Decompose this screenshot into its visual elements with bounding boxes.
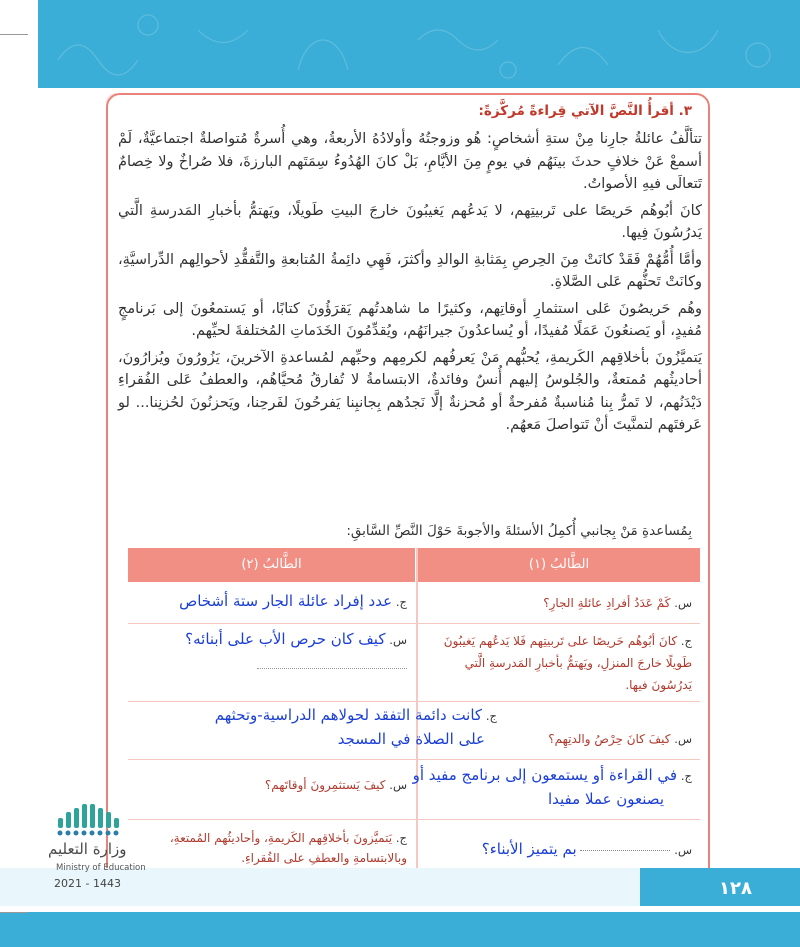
handwritten-question[interactable]: بم يتميز الأبناء؟ — [481, 840, 577, 858]
bottom-banner — [0, 912, 800, 947]
edition-year: 2021 - 1443 — [54, 877, 121, 890]
handwritten-question[interactable]: كيف كان حرص الأب على أبنائه؟ — [185, 630, 386, 648]
passage-paragraph: وهُم حَريصُونَ عَلى استثمارِ أوقاتِهم، وكثيرًا ما شاهدتُهم يَقرَؤُونَ كتابًا، أو يَستمعُونَ إلى بَرنامجٍ مُفيدٍ، أو يَصنعُونَ عَمَلًا مُفيدًا، أو يُساعدُونَ جيرانَهُم، ويُقدِّمُونَ الخَدَماتِ المُختلفةَ لحيِّهم. — [118, 300, 702, 339]
reading-passage — [118, 128, 702, 441]
qa-table — [128, 548, 700, 880]
handwritten-answer[interactable]: كانت دائمة التفقد لحولاهم الدراسية-وتحثهم — [214, 706, 483, 724]
passage-paragraph: كانَ أبُوهُم حَريصًا على تَربيتِهم، لا يَدعُهم يَغيبُونَ خارجَ البيتِ طَويلًا، ويَهتمُّ بأخبارِ المَدرسةِ الَّتي يَدرُسُونَ فِيها. — [118, 202, 702, 241]
question-text: كَمْ عَدَدُ أفرادِ عائلةِ الجارِ؟ — [543, 596, 671, 610]
student1-cell: س. كيفَ كانَ حِرْصُ والدتِهِم؟ — [548, 732, 692, 746]
student1-cell[interactable]: س. بم يتميز الأبناء؟ — [481, 840, 692, 858]
blank-line — [257, 668, 407, 669]
header-student-1: الطَّالبُ (١) — [418, 548, 700, 582]
passage-paragraph: يَتميَّزُونَ بأخلاقِهم الكَريمةِ، يُحبُّهم مَنْ يَعرفُهم لكرمِهم وحبِّهم لمُساعدةِ الآخرينَ، يَزُورُونَ ويُزارُونَ، أحاديثُهم مُمتعةٌ، والجُلوسُ إليهم أُنسٌ وفائدةٌ، الابتسامةُ لا تُفارقُ مُحيَّاهُم، والعطفُ عَلى الفُقراءِ دَيْدَنُهم، لا تَمرُّ بِنا مُناسبةٌ مُفرحةٌ أو مُحزنةٌ إلَّا نَجدُهم بِجانبِنا يَفرحُونَ لفَرحِنا، ويَحزنُونَ لحُزنِنا... لو عَرفتَهم لتمنَّيتَ أنْ تَتواصلَ مَعهُم. — [118, 349, 702, 433]
header-student-2: الطَّالبُ (٢) — [128, 548, 415, 582]
handwritten-answer-line2[interactable]: يصنعون عملا مفيدا — [547, 790, 664, 808]
question-text: كيفَ يَستثمِرونَ أوقاتَهم؟ — [264, 778, 386, 792]
table-row — [128, 760, 700, 820]
student1-cell: س. كَمْ عَدَدُ أفرادِ عائلةِ الجارِ؟ — [543, 596, 692, 610]
crop-mark-bottom — [0, 912, 28, 913]
passage-paragraph: وأمَّا أُمُّهُمْ فَقَدْ كانَتْ مِنَ الحِرصِ بِمَثابةِ الوالدِ وأكثرَ، فَهِي دائِمةُ المُتابعةِ والتَّفقُّدِ لأحوالِهم الدِّراسيَّةِ، وكانَتْ تَحثُّهم عَلى الصَّلاةِ. — [118, 251, 702, 290]
student2-cell[interactable]: ج. كانت دائمة التفقد لحولاهم الدراسية-وتحثهم على الصلاة في المسجد — [214, 706, 497, 748]
table-instruction: بِمُساعدةِ مَنْ بِجانبي أُكمِلُ الأسئلةَ والأجوبةَ حَوْلَ النَّصِّ السَّابقِ: — [346, 523, 692, 539]
handwritten-answer[interactable]: عدد إفراد عائلة الجار ستة أشخاص — [179, 592, 393, 610]
passage-paragraph: تتألَّفُ عائلةُ جارِنا مِنْ ستةِ أشخاصٍ: هُو وزوجتُهُ وأولادُهُ الأربعةُ، وهي أُسرةٌ مُتواصلةٌ اجتماعيَّةٌ، لَمْ أسمعْ عَنْ خلافٍ حدثَ بينَهُم في يومٍ مِنَ الأيَّامِ، بَلْ كانَ الهُدُوءُ سِمَتَهم البارزةَ، فلا صُراخٌ ولا خِصامٌ تَتعالَى فيهِ الأصواتُ. — [118, 131, 702, 192]
ministry-name-arabic: وزارة التعليم — [48, 840, 127, 858]
table-row — [128, 702, 700, 760]
blank-line — [580, 850, 670, 851]
ministry-logo-icon — [48, 800, 138, 840]
question-text: كيفَ كانَ حِرْصُ والدتِهِم؟ — [548, 732, 671, 746]
student2-cell[interactable]: ج. عدد إفراد عائلة الجار ستة أشخاص — [179, 592, 407, 610]
top-banner — [38, 0, 800, 88]
answer-text: كانَ أبُوهُم حَريصًا على تَربيتِهم فَلا يَدعُهم يَغيبُونَ طَويلًا خارجَ المنزلِ، ويَهتمُّ بأخبارِ المَدرسةِ الَّتي يَدرُسُونَ فيها. — [443, 634, 692, 692]
table-row — [128, 624, 700, 702]
student2-cell[interactable]: س. كيف كان حرص الأب على أبنائه؟ — [128, 624, 415, 701]
student2-cell: ج. يَتميَّزونَ بأخلاقِهم الكَريمةِ، وأحاديثُهم المُمتعةِ، وبالابتسامةِ والعطفِ على الفُقراءِ. — [169, 831, 407, 865]
answer-text: يَتميَّزونَ بأخلاقِهم الكَريمةِ، وأحاديثُهم المُمتعةِ، وبالابتسامةِ والعطفِ على الفُقراءِ. — [169, 831, 407, 865]
question-title: ٣. أقرأُ النَّصَّ الآتي قِراءةً مُركَّزةً: — [478, 103, 692, 119]
ministry-name-english: Ministry of Education — [56, 863, 146, 873]
crop-mark-top — [0, 34, 28, 35]
handwritten-answer[interactable]: في القراءة أو يستمعون إلى برنامج مفيد أو — [412, 766, 678, 784]
table-row — [128, 582, 700, 624]
student1-cell: ج. كانَ أبُوهُم حَريصًا على تَربيتِهم فَلا يَدعُهم يَغيبُونَ طَويلًا خارجَ المنزلِ، ويَهتمُّ بأخبارِ المَدرسةِ الَّتي يَدرُسُونَ فيها. — [443, 634, 692, 692]
student2-cell: س. كيفَ يَستثمِرونَ أوقاتَهم؟ — [264, 778, 407, 792]
page-number: ١٢٨ — [719, 878, 752, 899]
student1-cell[interactable]: ج. في القراءة أو يستمعون إلى برنامج مفيد أو يصنعون عملا مفيدا — [412, 766, 692, 808]
handwritten-answer-line2[interactable]: على الصلاة في المسجد — [337, 730, 485, 748]
banner-pattern — [38, 0, 800, 88]
